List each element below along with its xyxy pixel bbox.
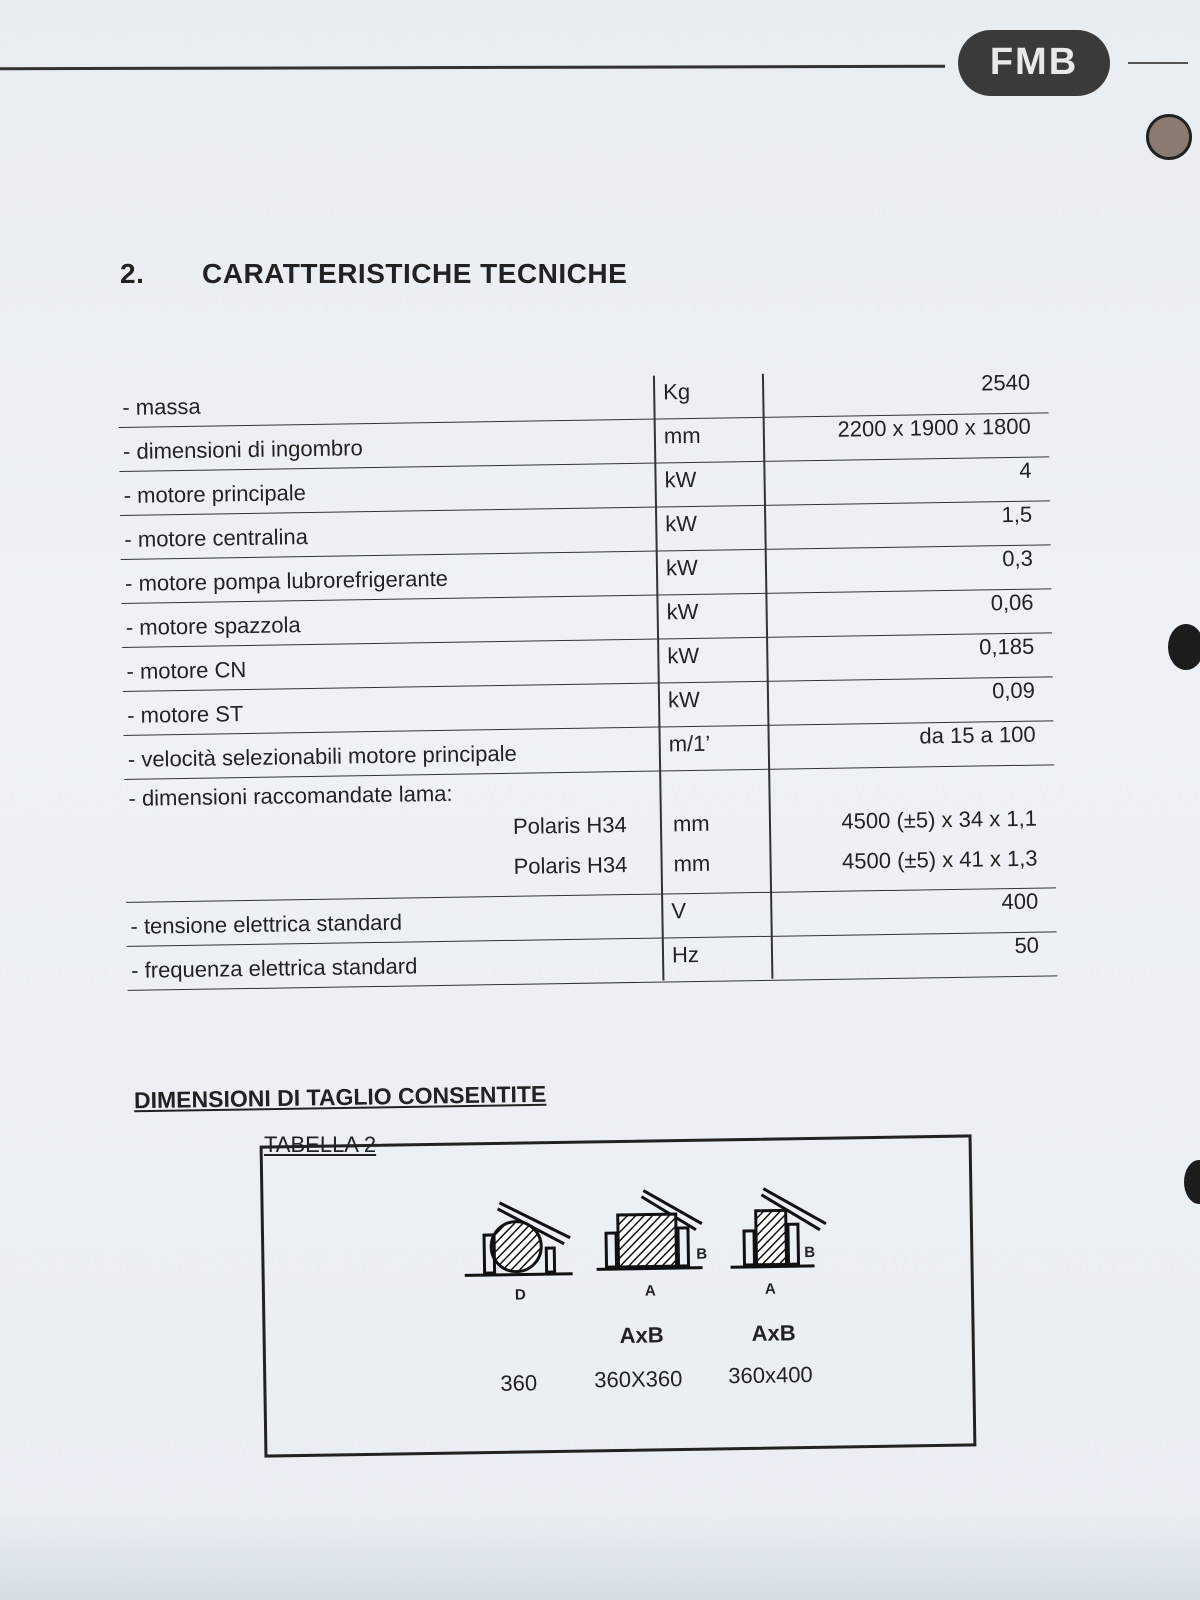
spec-value: 1,5 [1001,501,1033,528]
spec-label: - dimensioni raccomandate lama: [128,780,453,811]
column-header-axb: AxB [751,1320,796,1346]
page-shadow [0,1510,1200,1600]
rectangle-section-icon [729,1184,830,1276]
blade-option [125,845,1055,879]
spec-label: - velocità selezionabili motore principale [127,740,517,772]
section-title [120,258,627,290]
spec-label: - motore spazzola [125,612,301,640]
spec-unit: kW [667,686,700,713]
header-rule [0,65,945,70]
spec-unit: V [671,898,687,924]
blade-model: Polaris H34 [512,812,627,839]
spec-value: 0,185 [978,633,1035,660]
spec-value: da 15 a 100 [919,721,1036,749]
caption-a: A [764,1280,776,1298]
spec-unit: kW [665,554,698,581]
caption-b: B [696,1245,708,1263]
spec-table [118,369,1057,991]
binder-hole [1184,1160,1200,1204]
fmb-logo: FMB [958,30,1110,96]
column-header-axb: AxB [619,1322,664,1348]
spec-value: 2200 x 1900 x 1800 [837,413,1031,442]
binder-hole [1146,114,1192,160]
spec-unit: kW [666,598,699,625]
blade-value: 4500 (±5) x 34 x 1,1 [841,805,1038,834]
spec-value: 50 [1014,932,1040,958]
spec-unit: Hz [671,941,700,968]
caption-d: D [514,1286,526,1304]
spec-value: 2540 [980,369,1031,396]
spec-label: - tensione elettrica standard [130,909,403,939]
spec-value: 0,3 [1002,545,1034,572]
round-capacity-value: 360 [500,1370,538,1396]
spec-label: - motore centralina [124,524,309,552]
spec-unit: kW [667,642,700,669]
header-rule-right [1128,62,1188,64]
spec-value: 0,06 [990,589,1034,616]
spec-label: - massa [122,393,201,420]
square-capacity-value: 360X360 [594,1366,683,1393]
table-label: TABELLA 2 [264,1132,377,1157]
rectangle-capacity-value: 360x400 [728,1361,813,1389]
spec-row-blade [124,765,1056,903]
spec-unit: m/1’ [668,730,711,757]
spec-unit: Kg [662,379,691,405]
blade-model: Polaris H34 [513,852,628,879]
binder-hole [1168,624,1200,670]
section-number: 2. [120,258,145,289]
caption-a: A [644,1282,656,1300]
spec-label: - dimensioni di ingombro [122,435,363,464]
spec-label: - motore pompa lubrorefrigerante [124,565,449,596]
spec-label: - motore CN [126,657,247,684]
spec-unit: kW [665,510,698,537]
caption-b: B [804,1243,816,1262]
section-heading: CARATTERISTICHE TECNICHE [202,258,628,289]
blade-unit: mm [673,850,711,877]
blade-value: 4500 (±5) x 41 x 1,3 [841,845,1038,874]
spec-value: 0,09 [991,677,1036,704]
cutting-table [260,1134,977,1457]
blade-unit: mm [672,810,710,837]
square-section-icon [595,1186,708,1278]
round-section-icon [463,1196,576,1282]
spec-unit: mm [663,422,701,449]
spec-unit: kW [664,466,697,493]
spec-label: - motore ST [127,701,244,728]
spec-value: 4 [1019,457,1032,483]
spec-label: - motore principale [123,480,307,508]
cutting-title: DIMENSIONI DI TAGLIO CONSENTITE [133,1080,547,1114]
spec-label: - frequenza elettrica standard [131,953,418,983]
spec-value: 400 [1001,888,1039,915]
